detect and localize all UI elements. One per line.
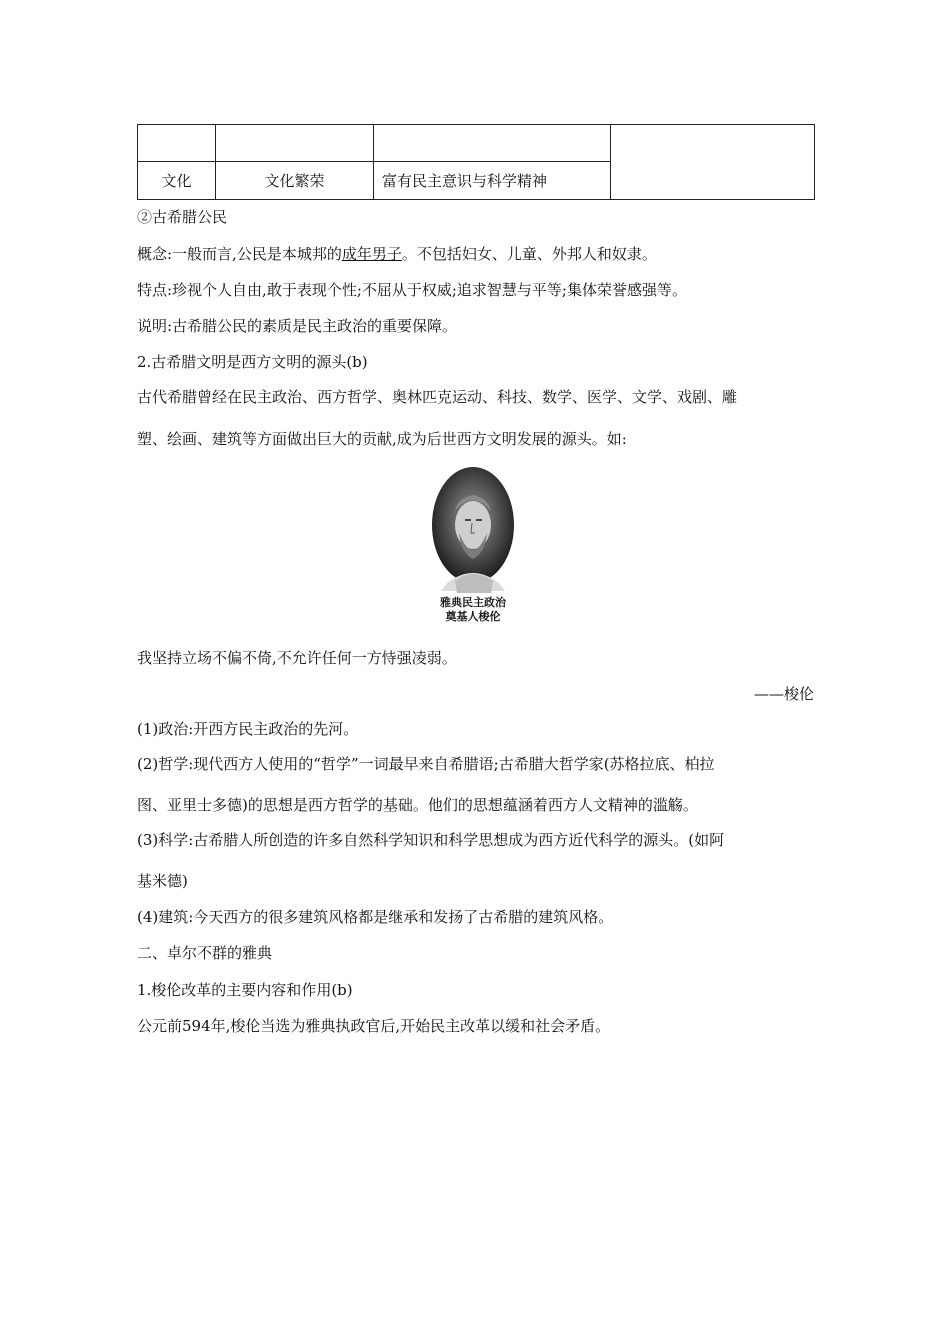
- table-cell: [138, 125, 216, 162]
- table-row: [138, 125, 815, 162]
- table-cell-merged: [611, 125, 815, 200]
- athens-paragraph: 公元前594年,梭伦当选为雅典执政官后,开始民主改革以缓和社会矛盾。: [137, 1017, 611, 1035]
- table-cell: [216, 125, 374, 162]
- point-architecture: (4)建筑:今天西方的很多建筑风格都是继承和发扬了古希腊的建筑风格。: [137, 908, 614, 926]
- citizen-traits: 特点:珍视个人自由,敢于表现个性;不屈从于权威;追求智慧与平等;集体荣誉感强等。: [137, 281, 687, 299]
- quote-attribution: ——梭伦: [753, 685, 814, 703]
- point-philosophy-line: 图、亚里士多德)的思想是西方哲学的基础。他们的思想蕴涵着西方人文精神的滥觞。: [137, 796, 698, 814]
- source-paragraph-line: 古代希腊曾经在民主政治、西方哲学、奥林匹克运动、科技、数学、医学、文学、戏剧、雕: [137, 388, 738, 406]
- source-heading: 2.古希腊文明是西方文明的源头(b): [137, 353, 368, 371]
- concept-suffix: 。不包括妇女、儿童、外邦人和奴隶。: [401, 245, 657, 263]
- table-cell-description: 富有民主意识与科学精神: [374, 162, 611, 200]
- source-paragraph-line: 塑、绘画、建筑等方面做出巨大的贡献,成为后世西方文明发展的源头。如:: [137, 430, 627, 448]
- citizen-note: 说明:古希腊公民的素质是民主政治的重要保障。: [137, 317, 458, 335]
- figure-caption: 奠基人梭伦: [445, 610, 501, 623]
- athens-heading: 二、卓尔不群的雅典: [137, 944, 273, 962]
- point-science-line: 基米德): [137, 872, 188, 890]
- table-cell: [374, 125, 611, 162]
- figure-caption: 雅典民主政治: [440, 596, 506, 609]
- point-science-line: (3)科学:古希腊人所创造的许多自然科学知识和科学思想成为西方近代科学的源头。(如阿: [137, 831, 725, 849]
- citizen-concept: [137, 243, 657, 264]
- table-cell-feature: 文化繁荣: [216, 162, 374, 200]
- point-politics: (1)政治:开西方民主政治的先河。: [137, 720, 359, 738]
- citizen-heading: ②古希腊公民: [137, 208, 228, 226]
- concept-underlined-term: 成年男子: [341, 245, 402, 263]
- table-cell-category: 文化: [138, 162, 216, 200]
- summary-table-fragment: [137, 124, 815, 200]
- point-philosophy-line: (2)哲学:现代西方人使用的“哲学”一词最早来自希腊语;古希腊大哲学家(苏格拉底、柏拉: [137, 755, 715, 773]
- concept-prefix: 概念:一般而言,公民是本城邦的: [137, 245, 342, 263]
- athens-subheading: 1.梭伦改革的主要内容和作用(b): [137, 981, 353, 999]
- solon-quote: 我坚持立场不偏不倚,不允许任何一方恃强凌弱。: [137, 649, 457, 667]
